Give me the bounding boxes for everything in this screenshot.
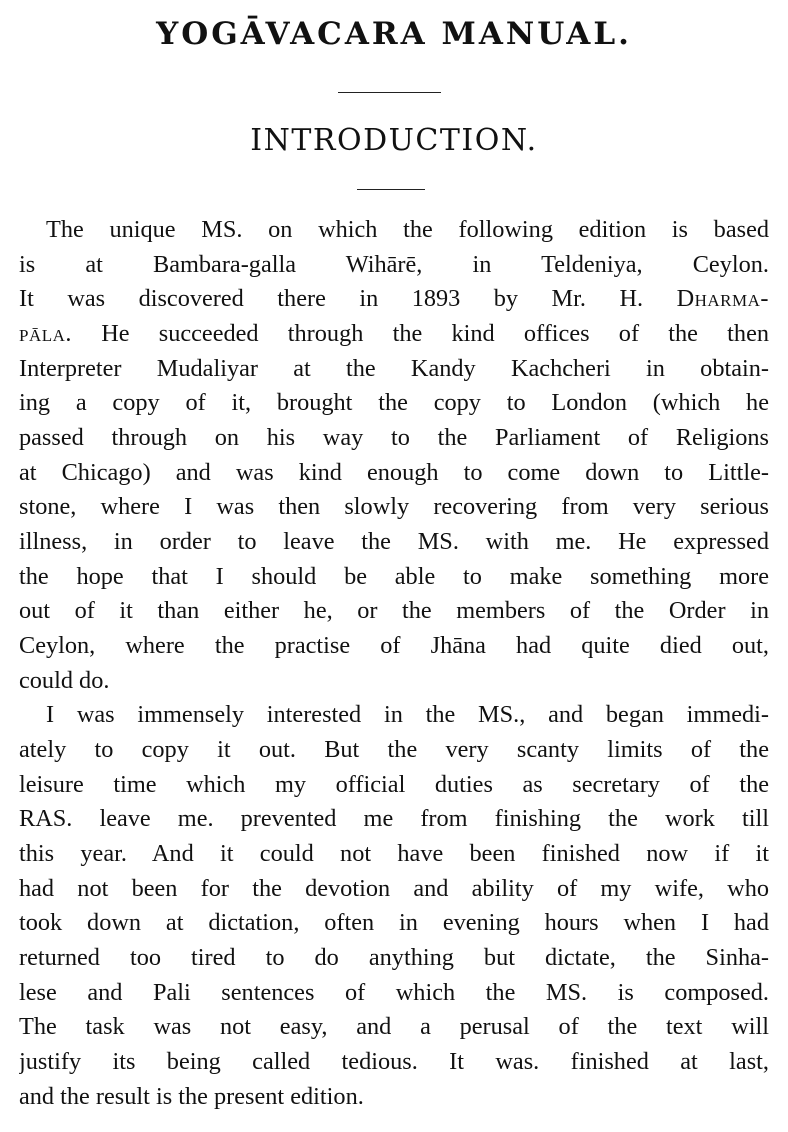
text-line: the hope that I should be able to make something more [19,563,769,590]
text-line: pāla. He succeeded through the kind offices of the then [19,320,769,347]
text-line: had not been for the devotion and ability of my wife, who [19,875,769,902]
text-line: lese and Pali sentences of which the MS. is composed. [19,979,769,1006]
text-line: The task was not easy, and a perusal of the text will [19,1013,769,1040]
heading-divider [357,189,425,190]
small-caps-name: pāla. [19,320,72,347]
text-line: passed through on his way to the Parliament of Religions [19,424,769,451]
text-line: It was discovered there in 1893 by Mr. H. Dharma- [19,285,769,312]
text-line: Interpreter Mudaliyar at the Kandy Kachcheri in obtain- [19,355,769,382]
title-divider [338,92,441,93]
text-line: this year. And it could not have been finished now if it [19,840,769,867]
text-line: illness, in order to leave the MS. with me. He expressed [19,528,769,555]
small-caps-name: Dharma- [676,285,769,312]
text-line: RAS. leave me. prevented me from finishing the work till [19,805,769,832]
text-line: leisure time which my official duties as secretary of the [19,771,769,798]
text-line: out of it than either he, or the members of the Order in [19,597,769,624]
running-title: YOGĀVACARA MANUAL. [156,16,632,52]
text-line: took down at dictation, often in evening hours when I had [19,909,769,936]
text-line: ately to copy it out. But the very scanty limits of the [19,736,769,763]
text-line: at Chicago) and was kind enough to come down to Little- [19,459,769,486]
text-line: returned too tired to do anything but dictate, the Sinha- [19,944,769,971]
text-line: could do. [19,667,110,694]
text-line: is at Bambara-galla Wihārē, in Teldeniya, Ceylon. [19,251,769,278]
text-line: Ceylon, where the practise of Jhāna had quite died out, [19,632,769,659]
text-line: I was immensely interested in the MS., and began immedi- [46,701,769,728]
text-line: justify its being called tedious. It was. finished at last, [19,1048,769,1075]
text-line: and the result is the present edition. [19,1083,364,1110]
text-line: ing a copy of it, brought the copy to London (which he [19,389,769,416]
section-heading: INTRODUCTION. [250,123,538,158]
text-line: The unique MS. on which the following edition is based [46,216,769,243]
text-line: stone, where I was then slowly recovering from very serious [19,493,769,520]
